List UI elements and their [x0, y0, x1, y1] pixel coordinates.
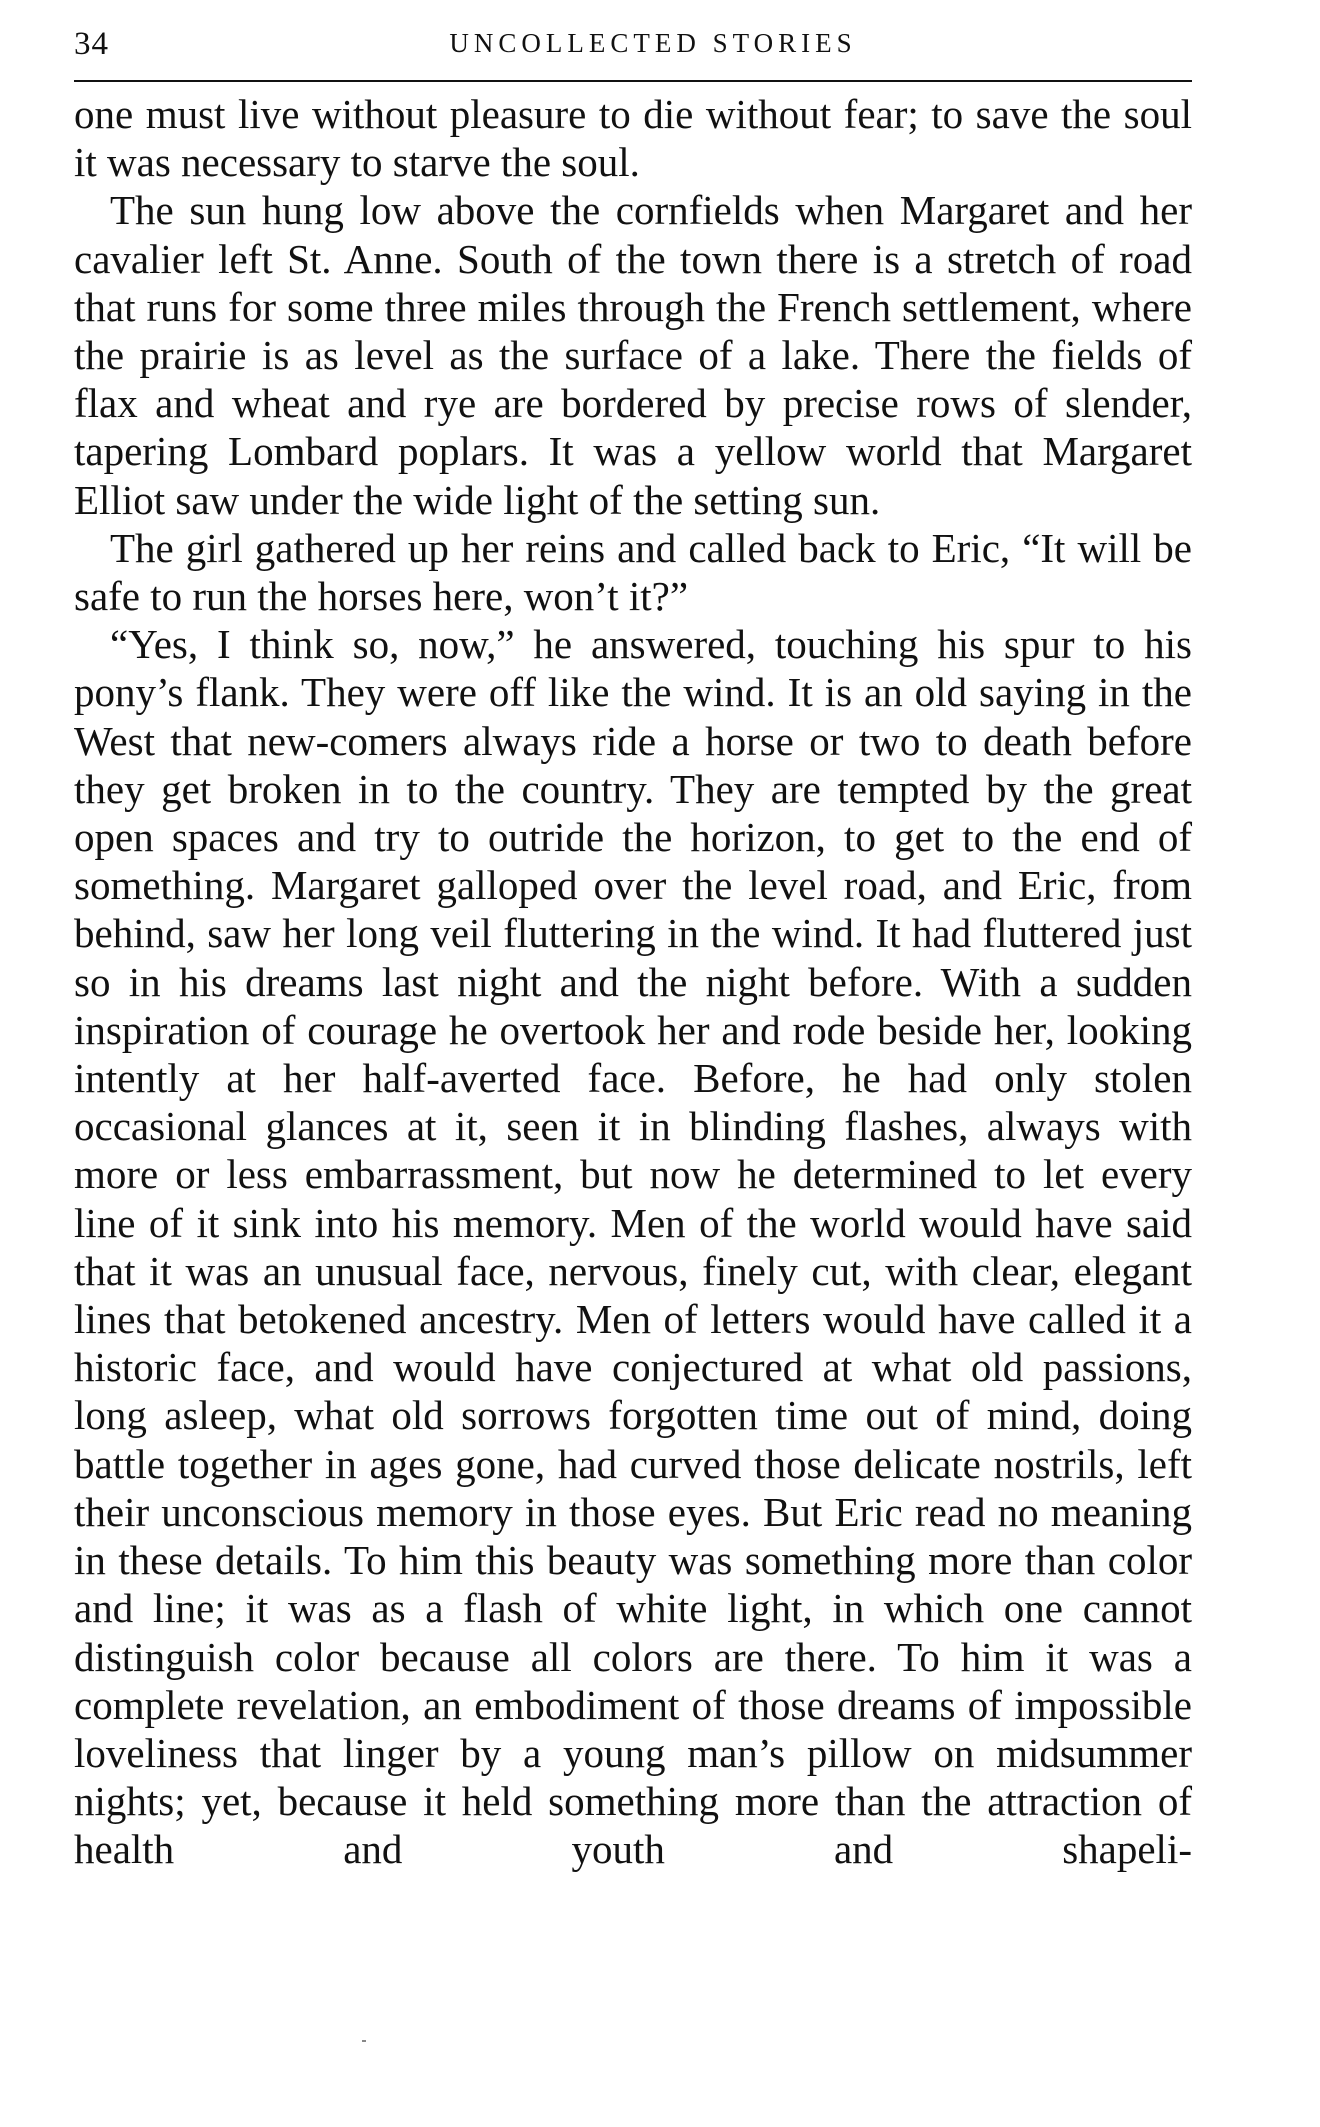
paragraph-continuation: one must live without pleasure to die without fear; to save the soul it was necessary to starve the soul. [74, 91, 1192, 186]
print-speck [362, 2040, 366, 2042]
paragraph: The girl gathered up her reins and called back to Eric, “It will be safe to run the horses here, won’t it?” [74, 524, 1192, 620]
running-head [74, 22, 1192, 80]
running-title: UNCOLLECTED STORIES [449, 28, 857, 58]
paragraph: The sun hung low above the cornfields when Margaret and her cavalier left St. Anne. South of the town there is a stretch of road that runs for some three miles through the French settlement, where the prairie is as level as the surface of a lake. There the fields of flax and wheat and rye are bordered by precise rows of slender, tapering Lombard poplars. It was a yellow world that Margaret Elliot saw under the wide light of the setting sun. [74, 187, 1192, 523]
header-rule [74, 80, 1192, 82]
body-text [74, 90, 1192, 1874]
page-number: 34 [74, 26, 109, 62]
book-page [74, 22, 1192, 1874]
paragraph: “Yes, I think so, now,” he answered, touching his spur to his pony’s flank. They were off like the wind. It is an old saying in the West that new-comers always ride a horse or two to death before they get broken in to the country. They are tempted by the great open spaces and try to outride the horizon, to get to the end of something. Margaret galloped over the level road, and Eric, from behind, saw her long veil fluttering in the wind. It had fluttered just so in his dreams last night and the night before. With a sudden inspiration of courage he overtook her and rode beside her, looking intently at her half-averted face. Before, he had only stolen occasional glances at it, seen it in blinding flashes, always with more or less embarrassment, but now he determined to let every line of it sink into his memory. Men of the world would have said that it was an unusual face, nervous, finely cut, with clear, elegant lines that betokened ancestry. Men of letters would have called it a historic face, and would have conjectured at what old passions, long asleep, what old sorrows forgotten time out of mind, doing battle together in ages gone, had curved those delicate nostrils, left their unconscious memory in those eyes. But Eric read no meaning in these details. To him this beauty was something more than color and line; it was as a flash of white light, in which one cannot distinguish color because all colors are there. To him it was a complete revelation, an embodiment of those dreams of impossible loveliness that linger by a young man’s pillow on midsummer nights; yet, because it held something more than the attraction of health and youth and shapeli- [74, 621, 1192, 1873]
